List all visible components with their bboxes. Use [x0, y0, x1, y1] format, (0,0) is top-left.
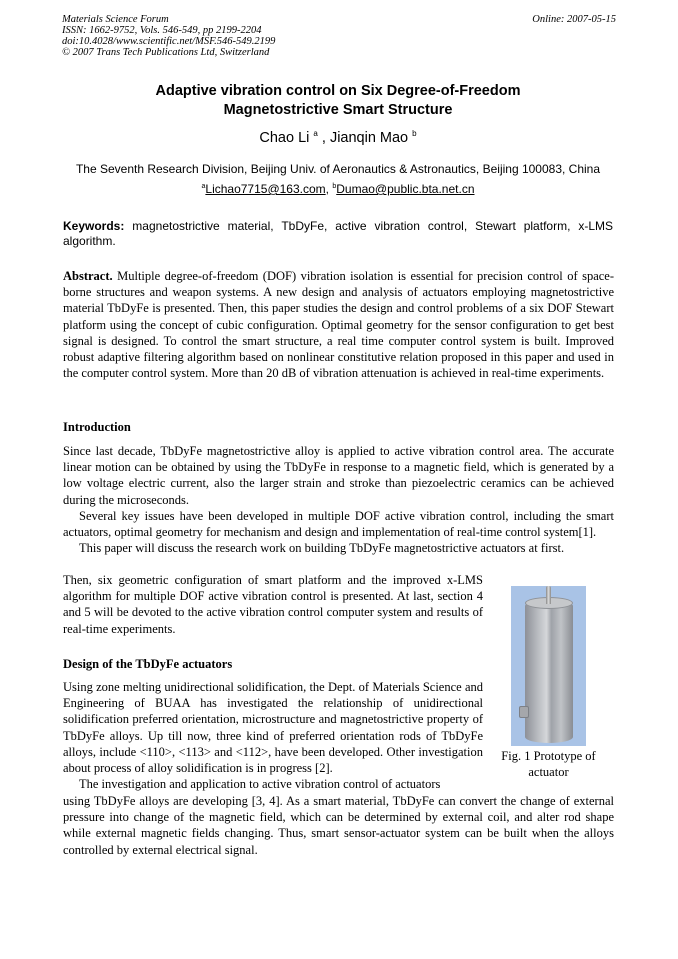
design-body-full-width: [63, 793, 614, 858]
author-mark: b: [412, 129, 417, 138]
doi-line: doi:10.4028/www.scientific.net/MSF.546-549.2199: [62, 36, 276, 47]
author-separator: ,: [317, 130, 330, 146]
affiliation: The Seventh Research Division, Beijing Univ. of Aeronautics & Astronautics, Beijing 100083, China: [75, 162, 601, 176]
figure-caption: Fig. 1 Prototype of actuator: [501, 749, 596, 779]
email-link[interactable]: Dumao@public.bta.net.cn: [336, 182, 475, 196]
actuator-rod: [546, 586, 551, 604]
email-mark: a: [201, 183, 206, 190]
paragraph-line: This paper will discuss the research work on building TbDyFe magnetostrictive actuators at first.: [79, 541, 565, 556]
online-date: Online: 2007-05-15: [532, 14, 616, 25]
paragraph: Since last decade, TbDyFe magnetostrictive alloy is applied to active vibration control area. The accurate linear motion can be obtained by using the TbDyFe in response to a magnetic field, which is generated by a low voltage electric current, also the larger strain and stroke than piezoelectric ceramics can be achieved during the microseconds.: [63, 444, 614, 507]
paragraph: Using zone melting unidirectional solidification, the Dept. of Materials Science and Engineering of BUAA has investigated the relationship of unidirectional solidification preferred orientation, microstructure and magnetostrictive property of TbDyFe alloys. Up till now, three kind of preferred orientation rods of TbDyFe alloys, include <110>, <113> and <112>, have been developed. Other investigation about process of alloy solidification is in progress [2].: [63, 680, 483, 776]
actuator-cylinder: [525, 600, 573, 743]
author-mark: a: [313, 129, 318, 138]
title-line-1: Adaptive vibration control on Six Degree-of-Freedom: [155, 83, 521, 99]
issn-line: ISSN: 1662-9752, Vols. 546-549, pp 2199-2204: [62, 25, 262, 36]
keywords-label: Keywords:: [63, 219, 125, 233]
email-list: [62, 182, 614, 196]
design-body: [63, 679, 483, 792]
paragraph-line: The investigation and application to active vibration control of actuators: [79, 777, 441, 792]
paragraph: Several key issues have been developed in multiple DOF active vibration control, including the smart actuators, optimal geometry for mechanism and design and implementation of real-time control system[1].: [63, 508, 614, 540]
author-name: Chao Li: [259, 130, 310, 146]
email-link[interactable]: Lichao7715@163.com: [205, 182, 326, 196]
introduction-body-wrapped: [63, 572, 483, 637]
email-mark: b: [332, 183, 337, 190]
journal-header: [62, 14, 275, 58]
title-line-2: Magnetostrictive Smart Structure: [223, 102, 453, 118]
abstract: [63, 268, 614, 381]
keywords: [63, 219, 613, 249]
abstract-label: Abstract.: [63, 269, 113, 283]
actuator-photo: [511, 586, 586, 746]
email-separator: ,: [325, 182, 333, 196]
keywords-text: magnetostrictive material, TbDyFe, active vibration control, Stewart platform, x-LMS algorithm.: [63, 219, 613, 248]
abstract-text: Multiple degree-of-freedom (DOF) vibration isolation is essential for precision control of space-borne structures and weapon systems. A new design and analysis of actuators employing magnetostrictive material TbDyFe is presented. Then, this paper studies the design and control problems of a six DOF Stewart platform using the concept of cubic configuration. Optimal geometry for the sensor configuration to get best signal is designed. To control the smart structure, a real time computer control system is built. Improved robust adaptive filtering algorithm based on nonlinear constitutive relation proposed in this paper and used in the computer control system. More than 20 dB of vibration attenuation is achieved in real-time experiments.: [63, 269, 614, 381]
introduction-body: [63, 443, 614, 556]
author-name: Jianqin Mao: [329, 130, 409, 146]
section-heading-introduction: Introduction: [63, 420, 131, 434]
journal-name: Materials Science Forum: [62, 14, 169, 25]
paragraph: Then, six geometric configuration of smart platform and the improved x-LMS algorithm for multiple DOF active vibration control is presented. At last, section 4 and 5 will be devoted to the active vibration control computer system and results of real-time experiments.: [63, 573, 483, 636]
copyright-line: © 2007 Trans Tech Publications Ltd, Switzerland: [62, 47, 270, 58]
author-list: [62, 129, 614, 146]
actuator-connector: [519, 706, 529, 718]
paragraph: using TbDyFe alloys are developing [3, 4]. As a smart material, TbDyFe can convert the change of external pressure into change of the magnetic field, which can be determined by external coil, and alter rod shape while external magnetic fields changing. Thus, smart sensor-actuator system can be built when the alloys controlled by external electrical signal.: [63, 794, 614, 857]
section-heading-design: Design of the TbDyFe actuators: [63, 657, 233, 671]
paper-title: [62, 82, 614, 120]
